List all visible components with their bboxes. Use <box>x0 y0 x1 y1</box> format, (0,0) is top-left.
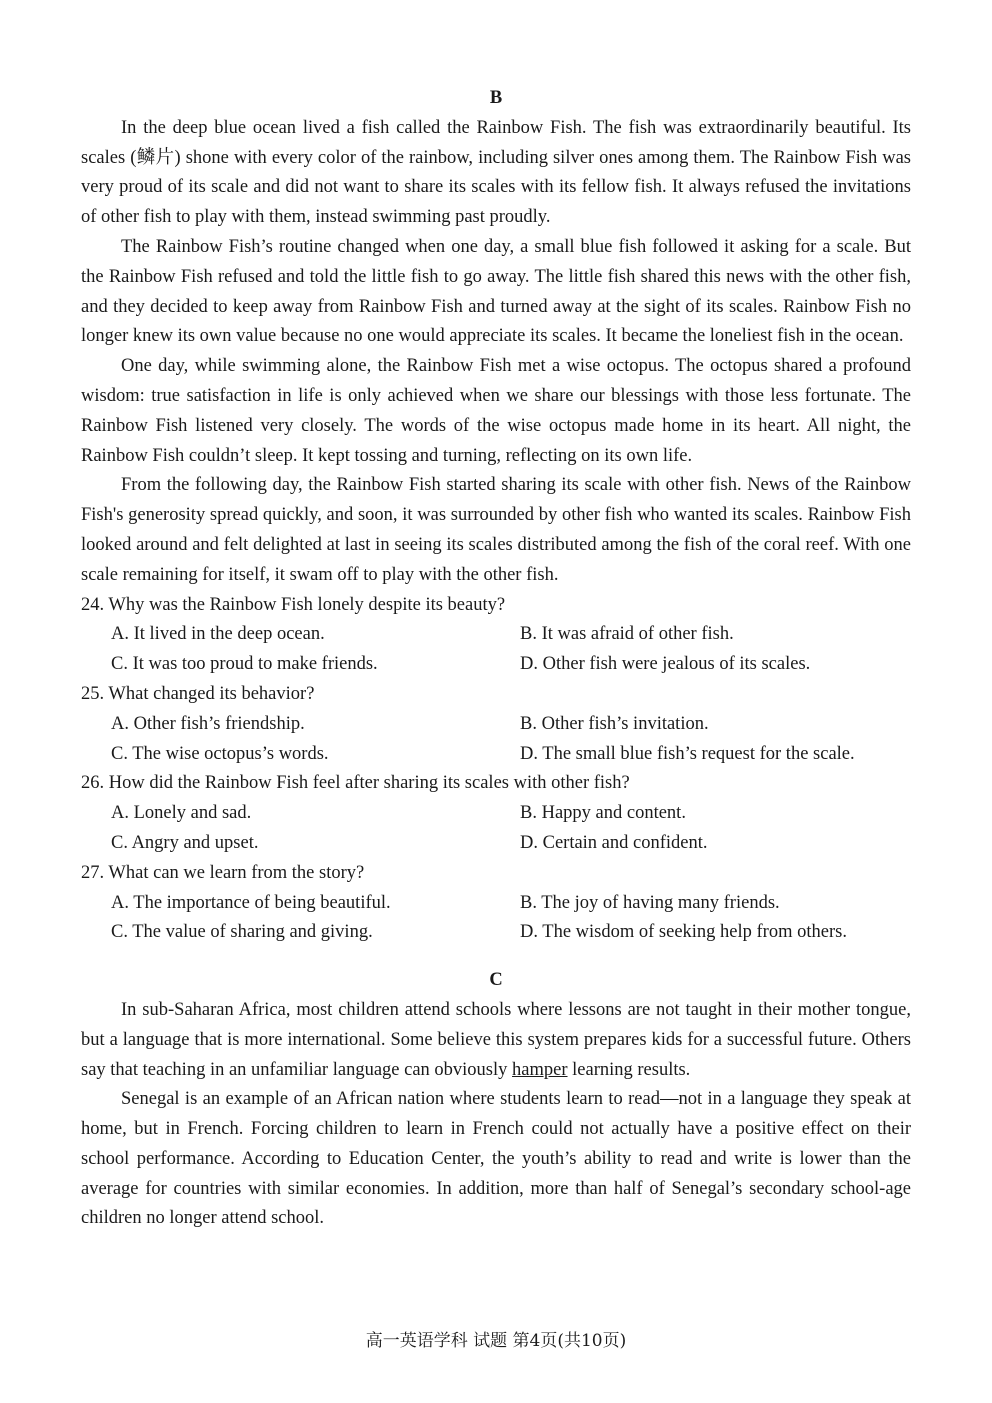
option-c: C. The wise octopus’s words. <box>111 743 329 764</box>
section-b-paragraph: From the following day, the Rainbow Fish started sharing its scale with other fish. News of the Rainbow Fish's generosity spread quickly, and soon, it was surrounded by other fish who wanted its scales. Rainbow Fish looked around and felt delighted at last in seeing its scales distributed among the fish of the coral reef. With one scale remaining for itself, it swam off to play with the other fish. <box>81 475 911 585</box>
section-c-title: C <box>489 970 503 991</box>
option-a: A. It lived in the deep ocean. <box>111 624 325 645</box>
paragraph-text: In sub-Saharan Africa, most children attend schools where lessons are not taught in their mother tongue, but a language that is more international. Some believe this system prepares kids for a successful future. Others say that teaching in an unfamiliar language can obviously <box>81 999 911 1080</box>
section-b-paragraph: In the deep blue ocean lived a fish called the Rainbow Fish. The fish was extraordinarily beautiful. Its scales (鳞片) shone with every color of the rainbow, including silver ones among them. The Rainbow Fish was very proud of its scale and did not want to share its scales with its fellow fish. It always refused the invitations of other fish to play with them, instead swimming past proudly. <box>81 117 911 228</box>
section-c-paragraph <box>81 996 911 1085</box>
question-24-options <box>81 620 911 680</box>
option-a: A. The importance of being beautiful. <box>111 892 391 913</box>
option-b: B. Happy and content. <box>520 803 686 824</box>
question-25-options <box>81 710 911 770</box>
paragraph-text: learning results. <box>567 1059 691 1080</box>
option-a: A. Other fish’s friendship. <box>111 713 305 734</box>
section-b-title: B <box>489 88 503 108</box>
question-24: 24. Why was the Rainbow Fish lonely despite its beauty? <box>81 594 506 615</box>
option-d: D. The small blue fish’s request for the scale. <box>520 743 855 764</box>
question-26: 26. How did the Rainbow Fish feel after sharing its scales with other fish? <box>81 773 630 794</box>
section-c-paragraph: Senegal is an example of an African nation where students learn to read—not in a language they speak at home, but in French. Forcing children to learn in French could not actually have a positive effect on their school performance. According to Education Center, the youth’s ability to read and write is lower than the average for countries with similar economies. In addition, more than half of Senegal’s secondary school-age children no longer attend school. <box>81 1089 911 1229</box>
section-b-paragraph: The Rainbow Fish’s routine changed when one day, a small blue fish followed it asking for a scale. But the Rainbow Fish refused and told the little fish to go away. The little fish shared this news with the other fish, and they decided to keep away from Rainbow Fish and turned away at the sight of its scales. Rainbow Fish no longer knew its own value because no one would appreciate its scales. It became the loneliest fish in the ocean. <box>81 236 911 347</box>
option-b: B. Other fish’s invitation. <box>520 713 709 734</box>
section-spacer <box>81 948 911 966</box>
option-d: D. Certain and confident. <box>520 832 708 853</box>
page-content <box>81 84 911 1234</box>
option-c: C. It was too proud to make friends. <box>111 654 378 675</box>
option-c: C. Angry and upset. <box>111 832 259 853</box>
question-27-options <box>81 889 911 949</box>
option-a: A. Lonely and sad. <box>111 803 252 824</box>
option-c: C. The value of sharing and giving. <box>111 922 373 943</box>
section-b-paragraph: One day, while swimming alone, the Rainbow Fish met a wise octopus. The octopus shared a profound wisdom: true satisfaction in life is only achieved when we share our blessings with those less fortunate. The Rainbow Fish listened very closely. The words of the wise octopus made home in its heart. All night, the Rainbow Fish couldn’t sleep. It kept tossing and turning, reflecting on its own life. <box>81 356 911 466</box>
option-b: B. The joy of having many friends. <box>520 892 780 913</box>
question-25: 25. What changed its behavior? <box>81 683 315 704</box>
question-27: 27. What can we learn from the story? <box>81 862 365 883</box>
question-26-options <box>81 799 911 859</box>
option-b: B. It was afraid of other fish. <box>520 624 734 645</box>
option-d: D. Other fish were jealous of its scales. <box>520 654 811 675</box>
page-footer: 高一英语学科 试题 第4页(共10页) <box>365 1331 627 1351</box>
option-d: D. The wisdom of seeking help from others. <box>520 922 847 943</box>
underlined-word: hamper <box>512 1059 568 1080</box>
